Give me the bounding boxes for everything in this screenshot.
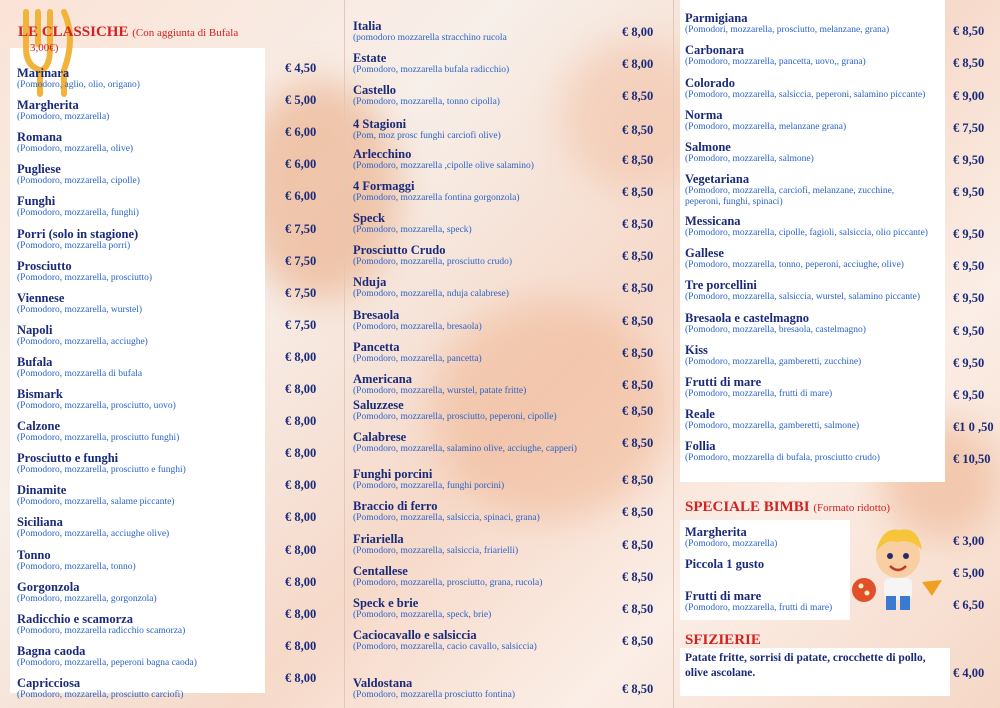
- item-name: Americana: [353, 372, 413, 386]
- item-name: Radicchio e scamorza: [17, 611, 133, 626]
- item-description: (Pomodoro, mozzarella, gamberetti, salmone): [685, 421, 860, 431]
- item-price: € 9,00: [953, 89, 985, 103]
- item-price: € 9,50: [953, 356, 985, 370]
- sfizierie-text-2: olive ascolane.: [685, 667, 756, 679]
- item-name: Siciliana: [17, 515, 63, 530]
- item-price: € 10,50: [953, 452, 991, 466]
- item-description: (Pomodoro, mozzarella, speck, brie): [353, 610, 492, 620]
- item-price: € 8,00: [285, 670, 317, 685]
- bimbi-subtitle: (Formato ridotto): [813, 502, 891, 514]
- item-name: Bresaola e castelmagno: [685, 311, 810, 325]
- item-price: € 9,50: [953, 291, 985, 305]
- item-price: € 8,50: [622, 249, 654, 263]
- item-name: Colorado: [685, 76, 735, 90]
- item-name: Tonno: [17, 547, 51, 562]
- menu-item: [17, 195, 139, 219]
- item-description: (Pomodoro, mozzarella, frutti di mare): [685, 389, 833, 399]
- menu-item: [353, 84, 500, 108]
- item-name: Bresaola: [353, 308, 400, 322]
- menu-item: [685, 141, 814, 165]
- item-description: (Pomodoro, mozzarella prosciutto fontina): [353, 690, 515, 700]
- menu-item: [17, 549, 136, 573]
- item-name: Norma: [685, 108, 723, 122]
- item-name: Funghi: [17, 194, 56, 209]
- menu-item: [353, 20, 507, 44]
- item-price: € 8,50: [622, 682, 654, 696]
- item-name: Castello: [353, 83, 397, 97]
- item-price: € 8,50: [622, 314, 654, 328]
- item-price: € 6,50: [953, 598, 985, 612]
- item-name: Frutti di mare: [685, 375, 762, 389]
- item-description: (Pomodoro, mozzarella, acciughe): [17, 336, 148, 347]
- item-description: (Pomodoro, mozzarella, gorgonzola): [17, 593, 157, 604]
- item-name: Speck: [353, 211, 385, 225]
- menu-item: [17, 452, 186, 476]
- menu-item: [353, 148, 534, 172]
- item-name: Gallese: [685, 246, 724, 260]
- item-description: (Pomodoro, mozzarella, tonno): [17, 561, 136, 572]
- menu-item: [17, 292, 142, 316]
- item-price: € 8,50: [953, 56, 985, 70]
- menu-item: [685, 44, 866, 68]
- item-description: (Pomodoro, mozzarella, cipolle): [17, 176, 140, 187]
- item-description: (Pomodoro, mozzarella, salsiccia, spinaci, grana): [353, 513, 540, 523]
- item-price: € 8,00: [285, 414, 317, 429]
- item-description: (Pomodoro, mozzarella, melanzane grana): [685, 122, 847, 132]
- item-price: € 7,50: [953, 121, 985, 135]
- item-price: € 9,50: [953, 153, 985, 167]
- item-description: (Pomodoro, mozzarella, salmone): [685, 154, 814, 164]
- menu-item: [685, 77, 925, 101]
- item-name: Romana: [17, 130, 63, 145]
- chef-boy-icon: [852, 520, 944, 612]
- item-name: Dinamite: [17, 483, 67, 498]
- item-name: 4 Stagioni: [353, 117, 407, 131]
- item-description: (Pomodoro, mozzarella): [17, 112, 110, 123]
- item-price: € 3,00: [953, 534, 985, 548]
- item-name: Friariella: [353, 532, 404, 546]
- item-description: (Pomodoro, mozzarella, funghi porcini): [353, 481, 505, 491]
- item-description: (Pomodoro, mozzarella, cipolle, fagioli, salsiccia, olio piccante): [685, 228, 928, 238]
- item-description: (Pomodoro, mozzarella, prosciutto, peperoni, cipolle): [353, 412, 557, 422]
- menu-item: [685, 440, 880, 464]
- column-separator-2: [673, 0, 674, 708]
- item-price: € 8,50: [622, 404, 654, 418]
- item-description: (Pomodoro, mozzarella, prosciutto carciofi): [17, 689, 184, 700]
- classiche-subtitle-price: 3,00€): [30, 42, 59, 54]
- item-description: (Pomodoro, mozzarella, cacio cavallo, salsiccia): [353, 642, 537, 652]
- item-price: € 8,50: [622, 89, 654, 103]
- item-description: (Pomodoro, mozzarella bufala radicchio): [353, 65, 510, 75]
- item-name: Nduja: [353, 275, 387, 289]
- item-description: (Pomodoro, mozzarella, prosciutto crudo): [353, 257, 513, 267]
- item-description-2: peperoni, funghi, spinaci): [685, 197, 783, 207]
- item-description: (Pomodoro, mozzarella porri): [17, 240, 131, 251]
- menu-item: [353, 533, 518, 557]
- item-description: (Pomodoro, mozzarella, prosciutto funghi): [17, 433, 180, 444]
- menu-item: [353, 431, 577, 455]
- item-name: Tre porcellini: [685, 278, 757, 292]
- item-description: (Pomodoro, mozzarella, peperoni bagna caoda): [17, 657, 197, 668]
- item-description: (Pom, moz prosc funghi carciofi olive): [353, 131, 501, 141]
- menu-item: [17, 99, 109, 123]
- menu-item: [17, 67, 140, 91]
- item-price: € 8,50: [622, 346, 654, 360]
- item-name: Parmigiana: [685, 11, 748, 25]
- menu-item: [17, 324, 148, 348]
- item-price: € 8,50: [953, 24, 985, 38]
- item-name: Kiss: [685, 343, 708, 357]
- item-name: Pugliese: [17, 162, 61, 177]
- item-name: Salmone: [685, 140, 731, 154]
- menu-item: [353, 468, 504, 492]
- item-name: Carbonara: [685, 43, 745, 57]
- item-name: Follia: [685, 439, 716, 453]
- menu-item: [17, 388, 176, 412]
- item-price: € 4,50: [285, 61, 317, 75]
- item-description: (Pomodoro, mozzarella, pancetta): [353, 354, 482, 364]
- menu-item: [353, 180, 520, 204]
- item-price: € 8,50: [622, 505, 654, 519]
- item-name: Viennese: [17, 290, 65, 305]
- item-description: (Pomodoro, mozzarella, prosciutto e funghi): [17, 465, 186, 476]
- menu-item: [353, 399, 557, 423]
- menu-item: [353, 341, 482, 365]
- menu-item: [685, 109, 846, 133]
- menu-item: [17, 516, 169, 540]
- item-price: € 8,00: [285, 349, 317, 364]
- item-name: Saluzzese: [353, 398, 404, 412]
- column-separator: [344, 0, 345, 708]
- item-price: € 9,50: [953, 227, 985, 241]
- item-price: € 8,50: [622, 378, 654, 392]
- item-description: (Pomodoro, mozzarella, salsiccia, wurstel, salamino piccante): [685, 292, 921, 302]
- item-name: Calzone: [17, 419, 61, 434]
- menu-item: [685, 215, 928, 239]
- sfizierie-price: € 4,00: [953, 666, 985, 680]
- menu-item: [353, 677, 515, 701]
- item-name: Prosciutto e funghi: [17, 451, 119, 466]
- menu-item: [17, 484, 174, 508]
- item-name: Marinara: [17, 66, 70, 80]
- menu-item: [353, 276, 509, 300]
- item-name: Braccio di ferro: [353, 499, 438, 513]
- item-price: € 8,00: [285, 478, 317, 493]
- item-price: € 7,50: [285, 253, 317, 268]
- menu-item: [353, 244, 512, 268]
- item-name: Prosciutto Crudo: [353, 243, 446, 257]
- item-name: Bufala: [17, 354, 53, 369]
- item-price: € 5,00: [953, 566, 985, 580]
- menu-item: [685, 526, 777, 550]
- item-description: (Pomodoro, mozzarella): [685, 539, 778, 549]
- menu-item: [685, 590, 832, 614]
- item-description: (Pomodoro, mozzarella, prosciutto, grana, rucola): [353, 578, 543, 588]
- menu-item: [353, 309, 482, 333]
- item-price: € 8,50: [622, 473, 654, 487]
- item-price: € 8,50: [622, 436, 654, 450]
- item-description: (Pomodoro, mozzarella, prosciutto, uovo): [17, 401, 176, 411]
- classiche-title: LE CLASSICHE (Con aggiunta di Bufala: [18, 24, 239, 40]
- item-description: (Pomodoro, mozzarella, olive): [17, 144, 134, 155]
- item-description: (Pomodoro, mozzarella, tonno, peperoni, acciughe, olive): [685, 260, 904, 270]
- menu-item: [353, 373, 526, 397]
- menu-item: [17, 420, 179, 444]
- menu-item: [685, 173, 894, 208]
- item-description: (Pomodoro, mozzarella, gamberetti, zucchine): [685, 357, 862, 367]
- item-price: € 6,00: [285, 125, 317, 140]
- item-price: € 8,00: [285, 542, 317, 557]
- menu-item: [17, 677, 183, 701]
- item-description: (Pomodoro, mozzarella, funghi): [17, 208, 139, 219]
- item-name: Centallese: [353, 564, 408, 578]
- item-price: € 8,50: [622, 281, 654, 295]
- item-name: Napoli: [17, 322, 53, 337]
- menu-item: [685, 344, 861, 368]
- item-name: Messicana: [685, 214, 741, 228]
- menu-item: [17, 356, 142, 380]
- item-description: (Pomodoro, mozzarella, bresaola, castelmagno): [685, 325, 866, 335]
- item-name: Porri (solo in stagione): [17, 226, 139, 241]
- item-price: € 8,50: [622, 153, 654, 167]
- item-price: € 6,00: [285, 157, 317, 172]
- item-description: (Pomodoro, mozzarella di bufala: [17, 368, 143, 379]
- item-description: (Pomodoro, mozzarella, carciofi, melanzane, zucchine,: [685, 186, 895, 196]
- menu-item: [353, 565, 542, 589]
- item-description: (Pomodoro, mozzarella, nduja calabrese): [353, 289, 509, 299]
- menu-item: [17, 163, 140, 187]
- item-price: € 8,50: [622, 602, 654, 616]
- menu-item: [17, 131, 133, 155]
- menu-item: [17, 260, 152, 284]
- item-price: € 8,00: [285, 510, 317, 525]
- item-description: (Pomodoro, mozzarella radicchio scamorza): [17, 625, 186, 636]
- item-name: Bismark: [17, 387, 63, 401]
- menu-item: [685, 408, 859, 432]
- item-name: Gorgonzola: [17, 579, 80, 594]
- menu-item: [353, 500, 540, 524]
- item-name: Prosciutto: [17, 258, 72, 273]
- item-name: Capricciosa: [17, 675, 81, 690]
- item-description: (Pomodoro, mozzarella, acciughe olive): [17, 529, 170, 540]
- item-name: 4 Formaggi: [353, 179, 415, 193]
- menu-item: [17, 228, 138, 252]
- item-price: € 8,00: [285, 446, 317, 461]
- item-description: (Pomodoro, mozzarella, frutti di mare): [685, 603, 833, 613]
- item-price: € 6,00: [285, 189, 317, 204]
- item-description: (Pomodoro, mozzarella, speck): [353, 225, 472, 235]
- item-price: € 8,00: [285, 382, 317, 396]
- item-price: € 9,50: [953, 259, 985, 273]
- item-description: (Pomodoro, mozzarella, pancetta, uovo,, grana): [685, 57, 866, 67]
- item-name: Calabrese: [353, 430, 407, 444]
- item-price: € 8,00: [622, 25, 654, 39]
- item-name: Funghi porcini: [353, 467, 433, 481]
- item-name: Bagna caoda: [17, 643, 86, 658]
- item-price: € 7,50: [285, 285, 317, 300]
- item-description: (Pomodoro, mozzarella, salame piccante): [17, 497, 175, 508]
- menu-item: [685, 376, 832, 400]
- item-description: (Pomodori, mozzarella, prosciutto, melanzane, grana): [685, 25, 890, 35]
- item-name: Margherita: [17, 98, 79, 113]
- item-description: (pomodoro mozzarella stracchino rucola: [353, 33, 507, 43]
- item-description: (Pomodoro, mozzarella, wurstel): [17, 304, 143, 315]
- item-description: (Pomodoro, mozzarella di bufala, prosciutto crudo): [685, 453, 880, 463]
- menu-item: [353, 52, 509, 76]
- item-price: € 8,50: [622, 185, 654, 199]
- item-description: (Pomodoro, mozzarella, salsiccia, friarielli): [353, 546, 519, 556]
- item-description: (Pomodoro, mozzarella, prosciutto): [17, 272, 153, 283]
- item-description: (Pomodoro, mozzarella, wurstel, patate fritte): [353, 386, 527, 396]
- item-price: € 8,50: [622, 123, 654, 137]
- item-price: € 7,50: [285, 317, 317, 332]
- item-price: € 8,00: [285, 606, 317, 621]
- item-name: Reale: [685, 407, 715, 421]
- item-description: (Pomodoro, mozzarella fontina gorgonzola): [353, 193, 520, 203]
- menu-item: [685, 12, 889, 36]
- menu-item: [353, 212, 472, 236]
- item-name: Vegetariana: [685, 172, 750, 186]
- item-price: € 8,50: [622, 570, 654, 584]
- item-name: Valdostana: [353, 676, 413, 690]
- item-price: € 8,50: [622, 634, 654, 648]
- menu-item: [353, 597, 491, 621]
- item-price: € 8,00: [285, 638, 317, 653]
- item-name: Margherita: [685, 525, 747, 539]
- item-description: (Pomodoro, mozzarella, salsiccia, peperoni, salamino piccante): [685, 90, 926, 100]
- item-name: Italia: [353, 19, 382, 33]
- item-description: (Pomodoro, mozzarella, bresaola): [353, 322, 482, 332]
- item-price: € 9,50: [953, 185, 985, 199]
- menu-item: [17, 645, 197, 669]
- classiche-subtitle: (Con aggiunta di Bufala: [132, 27, 239, 39]
- item-price: € 9,50: [953, 388, 985, 402]
- item-name: Arlecchino: [353, 147, 412, 161]
- menu-item: [685, 312, 866, 336]
- sfizierie-title: SFIZIERIE: [685, 632, 761, 648]
- item-price: €1 0 ,50: [953, 420, 994, 434]
- menu-item: [17, 581, 157, 605]
- item-name: Speck e brie: [353, 596, 419, 610]
- item-description: (Pomodoro, mozzarella ,cipolle olive salamino): [353, 161, 534, 171]
- menu-item: [685, 247, 904, 271]
- item-name: Frutti di mare: [685, 589, 762, 603]
- menu-item: [685, 279, 920, 303]
- item-name: Piccola 1 gusto: [685, 557, 765, 571]
- item-price: € 8,00: [285, 574, 317, 589]
- item-description: (Pomodoro, aglio, olio, origano): [17, 80, 140, 90]
- item-name: Caciocavallo e salsiccia: [353, 628, 477, 642]
- menu-item: [685, 558, 764, 571]
- item-description: (Pomodoro, mozzarella, tonno cipolla): [353, 97, 500, 107]
- sfizierie-text: Patate fritte, sorrisi di patate, crocchette di pollo,: [685, 652, 926, 664]
- menu-item: [17, 613, 185, 637]
- item-description: (Pomodoro, mozzarella, salamino olive, acciughe, capperi): [353, 444, 577, 454]
- item-price: € 7,50: [285, 221, 317, 236]
- menu-item: [353, 118, 501, 142]
- item-price: € 5,00: [285, 93, 317, 108]
- item-price: € 8,00: [622, 57, 654, 71]
- item-name: Estate: [353, 51, 387, 65]
- item-price: € 8,50: [622, 217, 654, 231]
- item-name: Pancetta: [353, 340, 400, 354]
- menu-item: [353, 629, 537, 653]
- item-price: € 9,50: [953, 324, 985, 338]
- bimbi-title: SPECIALE BIMBI (Formato ridotto): [685, 499, 891, 515]
- item-price: € 8,50: [622, 538, 654, 552]
